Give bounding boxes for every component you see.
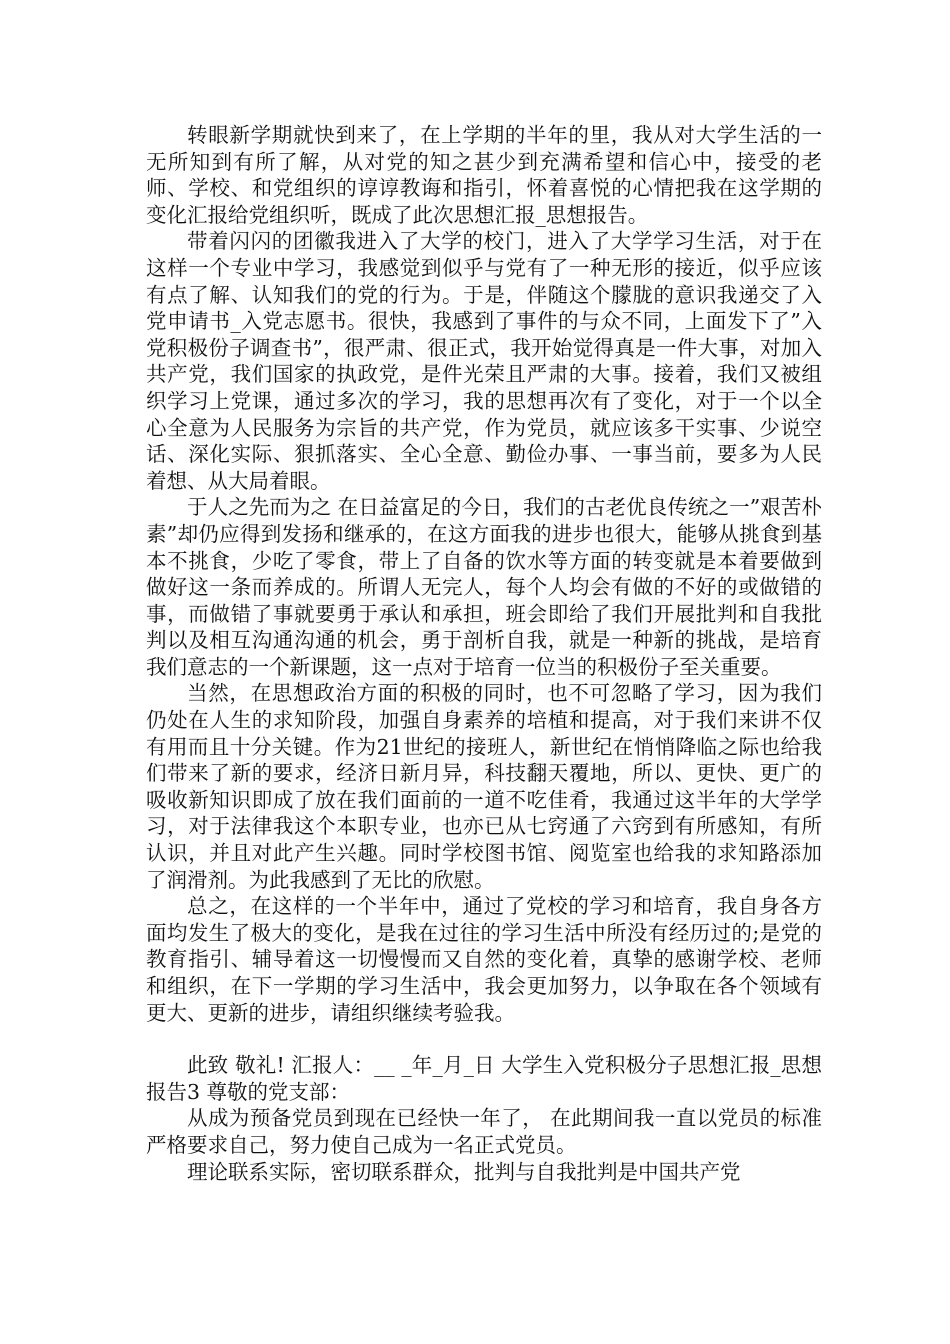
paragraph-conclusion: 总之，在这样的一个半年中，通过了党校的学习和培育，我自身各方面均发生了极大的变化，是我在过往的学习生活中所没有经历过的;是党的教育指引、辅导着这一切慢慢而又自然的变化着，真挚的感谢学校、老师和组织，在下一学期的学习生活中，我会更加努力，以争取在各个领域有更大、更新的进步，请组织继续考验我。 [146, 894, 822, 1025]
document-body [146, 122, 822, 1185]
paragraph-intro: 转眼新学期就快到来了，在上学期的半年的里，我从对大学生活的一无所知到有所了解，从对党的知之甚少到充满希望和信心中，接受的老师、学校、和党组织的谆谆教诲和指引，怀着喜悦的心情把我在这学期的变化汇报给党组织听，既成了此次思想汇报_思想报告。 [146, 123, 822, 227]
paragraph-frugality: 于人之先而为之 在日益富足的今日，我们的古老优良传统之一”艰苦朴素”却仍应得到发扬和继承的，在这方面我的进步也很大，能够从挑食到基本不挑食，少吃了零食，带上了自备的饮水等方面的转变就是本着要做到做好这一条而养成的。所谓人无完人，每个人均会有做的不好的或做错的事，而做错了事就要勇于承认和承担，班会即给了我们开展批判和自我批判以及相互沟通沟通的机会，勇于剖析自我，就是一种新的挑战，是培育我们意志的一个新课题，这一点对于培育一位当的积极份子至关重要。 [146, 495, 822, 679]
paragraph-closing-salutation: 此致 敬礼! 汇报人：__ _年_月_日 大学生入党积极分子思想汇报_思想报告3 尊敬的党支部： [146, 1053, 822, 1104]
paragraph-report-3-opening: 从成为预备党员到现在已经快一年了， 在此期间我一直以党员的标准严格要求自己，努力使自己成为一名正式党员。 [146, 1106, 822, 1157]
paragraph-report-3-principles: 理论联系实际，密切联系群众，批判与自我批判是中国共产党 [187, 1159, 741, 1184]
paragraph-joining-party: 带着闪闪的团徽我进入了大学的校门，进入了大学学习生活，对于在这样一个专业中学习，我感觉到似乎与党有了一种无形的接近，似乎应该有点了解、认知我们的党的行为。于是，伴随这个朦胧的意识我递交了入党申请书_入党志愿书。很快，我感到了事件的与众不同，上面发下了”入党积极份子调查书”，很严肃、很正式，我开始觉得真是一件大事，对加入共产党，我们国家的执政党，是件光荣且严肃的大事。接着，我们又被组织学习上党课，通过多次的学习，我的思想再次有了变化，对于一个以全心全意为人民服务为宗旨的共产党，作为党员，就应该多干实事、少说空话、深化实际、狠抓落实、全心全意、勤俭办事、一事当前，要多为人民着想、从大局着眼。 [146, 229, 822, 493]
paragraph-study: 当然，在思想政治方面的积极的同时，也不可忽略了学习，因为我们仍处在人生的求知阶段，加强自身素养的培植和提高，对于我们来讲不仅有用而且十分关键。作为21世纪的接班人，新世纪在悄悄降临之际也给我们带来了新的要求，经济日新月异，科技翻天覆地，所以、更快、更广的吸收新知识即成了放在我们面前的一道不吃佳肴，我通过这半年的大学学习，对于法律我这个本职专业，也亦已从七窍通了六窍到有所感知，有所认识，并且对此产生兴趣。同时学校图书馆、阅览室也给我的求知路添加了润滑剂。为此我感到了无比的欣慰。 [146, 681, 822, 892]
